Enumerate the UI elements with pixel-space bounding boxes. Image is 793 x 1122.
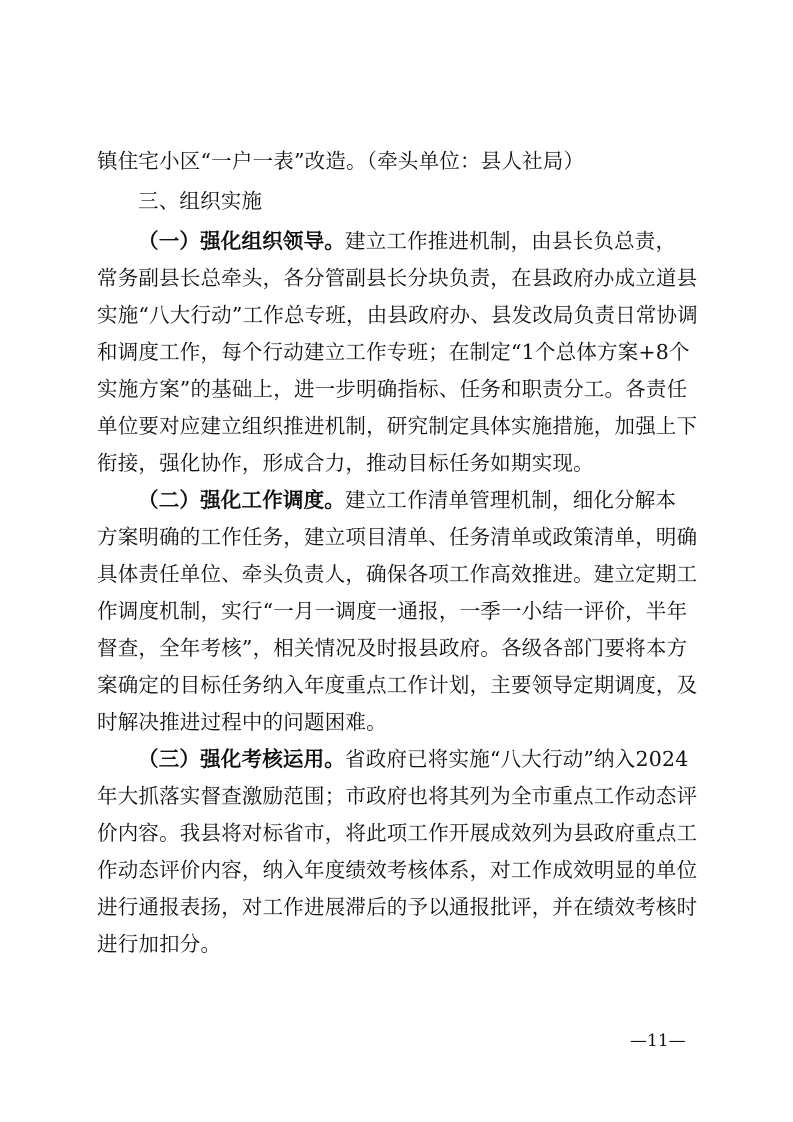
page-number: —11— [630, 1031, 686, 1051]
text-span: 省政府已将实施“八大行动”纳入2024 [345, 747, 689, 771]
text-line: 作动态评价内容，纳入年度绩效考核体系，对工作成效明显的单位 [97, 858, 698, 882]
paragraph-first-line [138, 228, 738, 254]
text-line: 常务副县长总牵头，各分管副县长分块负责，在县政府办成立道县 [97, 266, 698, 290]
section-heading: 三、组织实施 [138, 189, 263, 213]
subsection-title: （三）强化考核运用。 [138, 747, 345, 771]
text-line: 案确定的目标任务纳入年度重点工作计划，主要领导定期调度，及 [97, 673, 698, 697]
text-line: 实施“八大行动”工作总专班，由县政府办、县发改局负责日常协调 [97, 303, 698, 327]
paragraph-first-line [138, 487, 738, 513]
text-line: 和调度工作，每个行动建立工作专班；在制定“1个总体方案+8个 [97, 340, 690, 364]
text-line: 方案明确的工作任务，建立项目清单、任务清单或政策清单，明确 [97, 525, 698, 549]
subsection-title: （二）强化工作调度。 [138, 488, 345, 512]
text-line: 作调度机制，实行“一月一调度一通报，一季一小结一评价，半年 [97, 599, 688, 623]
text-line: 进行加扣分。 [97, 932, 222, 956]
paragraph-first-line [138, 746, 738, 772]
text-line: 镇住宅小区“一户一表”改造。（牵头单位：县人社局） [97, 149, 585, 173]
text-line: 单位要对应建立组织推进机制，研究制定具体实施措施，加强上下 [97, 414, 698, 438]
text-line: 年大抓落实督查激励范围；市政府也将其列为全市重点工作动态评 [97, 784, 698, 808]
text-line: 督查，全年考核”，相关情况及时报县政府。各级各部门要将本方 [97, 636, 688, 660]
text-line: 衔接，强化协作，形成合力，推动目标任务如期实现。 [97, 451, 594, 475]
text-span: 建立工作清单管理机制，细化分解本 [345, 488, 677, 512]
text-line: 实施方案”的基础上，进一步明确指标、任务和职责分工。各责任 [97, 377, 688, 401]
subsection-title: （一）强化组织领导。 [138, 229, 345, 253]
text-line: 具体责任单位、牵头负责人，确保各项工作高效推进。建立定期工 [97, 562, 698, 586]
text-span: 建立工作推进机制，由县长负总责， [345, 229, 677, 253]
text-line: 进行通报表扬，对工作进展滞后的予以通报批评，并在绩效考核时 [97, 895, 698, 919]
text-line: 时解决推进过程中的问题困难。 [97, 710, 387, 734]
text-line: 价内容。我县将对标省市，将此项工作开展成效列为县政府重点工 [97, 821, 698, 845]
